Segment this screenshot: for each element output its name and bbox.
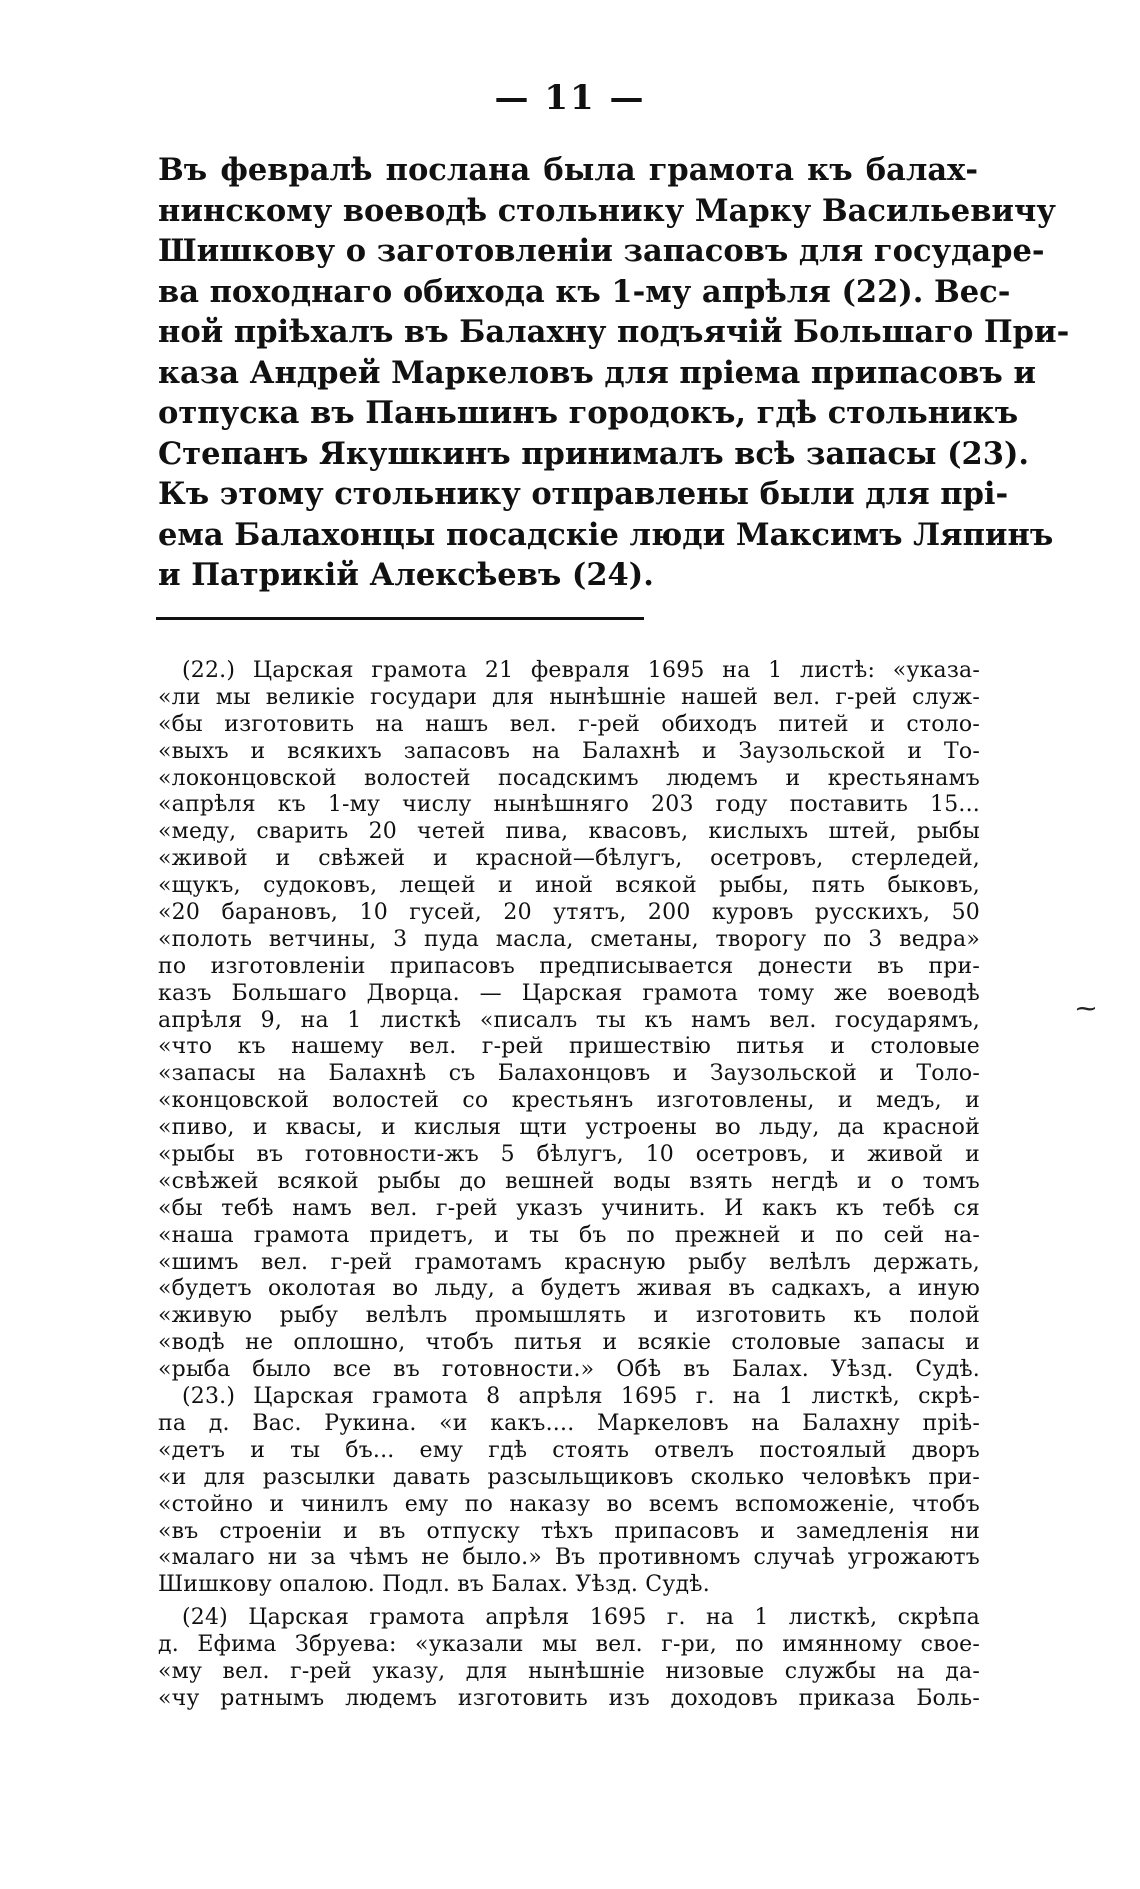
- footnote-line: «стойно и чинилъ ему по наказу во всемъ вспоможеніе, чтобъ: [158, 1491, 980, 1517]
- footnote-line: «пиво, и квасы, и кислыя щти устроены во льду, да красной: [158, 1115, 980, 1141]
- footnote-line: (23.) Царская грамота 8 апрѣля 1695 г. на 1 листкѣ, скрѣ-: [182, 1384, 980, 1410]
- footnote-line: «шимъ вел. г-рей грамотамъ красную рыбу велѣлъ держать,: [158, 1249, 980, 1275]
- main-text-line: ва походнаго обихода къ 1-му апрѣля (22). Вес-: [158, 273, 1011, 310]
- main-text-line: отпуска въ Паньшинъ городокъ, гдѣ стольникъ: [158, 395, 1019, 431]
- margin-tick-mark: ⁓: [1076, 996, 1096, 1020]
- footnote-line: «бы изготовить на нашъ вел. г-рей обиходъ питей и столо-: [158, 711, 980, 737]
- footnote-line: «малаго ни за чѣмъ не было.» Въ противномъ случаѣ угрожаютъ: [158, 1545, 980, 1571]
- footnote-line: «детъ и ты бъ... ему гдѣ стоять отвелъ постоялый дворъ: [158, 1437, 980, 1463]
- footnote-23: [158, 1384, 980, 1599]
- footnote-line: «локонцовской волостей посадскимъ людемъ и крестьянамъ: [158, 765, 980, 791]
- footnote-line: «и для разсылки давать разсыльщиковъ сколько человѣкъ при-: [158, 1464, 980, 1490]
- footnote-line: Шишкову опалою. Подл. въ Балах. Уѣзд. Судѣ.: [158, 1572, 710, 1598]
- footnote-line: «свѣжей всякой рыбы до вешней воды взять негдѣ и о томъ: [158, 1168, 980, 1194]
- footnote-22: [158, 658, 980, 1384]
- footnote-line: «въ строеніи и въ отпуску тѣхъ припасовъ и замедленія ни: [158, 1518, 980, 1544]
- footnote-line: «20 барановъ, 10 гусей, 20 утятъ, 200 куровъ русскихъ, 50: [158, 900, 980, 926]
- footnote-line: «рыба было все въ готовности.» Обѣ въ Балах. Уѣзд. Судѣ.: [158, 1357, 980, 1383]
- footnote-line: «апрѣля къ 1-му числу нынѣшняго 203 году поставить 15...: [158, 792, 980, 818]
- footnote-line: «рыбы въ готовности-жъ 5 бѣлугъ, 10 осетровъ, и живой и: [158, 1142, 980, 1168]
- footnote-line: казъ Большаго Дворца. — Царская грамота тому же воеводѣ: [158, 980, 980, 1006]
- footnote-line: «что къ нашему вел. г-рей пришествію питья и столовые: [158, 1034, 980, 1060]
- footnote-line: «живой и свѣжей и красной—бѣлугъ, осетровъ, стерледей,: [158, 846, 980, 872]
- main-text-line: Степанъ Якушкинъ принималъ всѣ запасы (23).: [158, 435, 1030, 472]
- footnote-line: апрѣля 9, на 1 листкѣ «писалъ ты къ намъ вел. государямъ,: [158, 1007, 980, 1033]
- footnote-line: (24) Царская грамота апрѣля 1695 г. на 1 листкѣ, скрѣпа: [182, 1605, 980, 1631]
- footnote-line: (22.) Царская грамота 21 февраля 1695 на 1 листѣ: «указа-: [182, 658, 980, 683]
- footnote-line: «запасы на Балахнѣ съ Балахонцовъ и Заузольской и Толо-: [158, 1061, 980, 1087]
- footnote-line: «живую рыбу велѣлъ промышлять и изготовить къ полой: [158, 1303, 980, 1329]
- main-text-line: ема Балахонцы посадскіе люди Максимъ Ляпинъ: [158, 516, 1054, 553]
- page-number: — 11 —: [494, 78, 646, 118]
- main-text-line: Въ февралѣ послана была грамота къ балах-: [158, 152, 978, 188]
- footnote-line: «чу ратнымъ людемъ изготовить изъ доходовъ приказа Боль-: [158, 1685, 980, 1711]
- footnote-line: по изготовленіи припасовъ предписывается донести въ при-: [158, 953, 980, 979]
- footnote-24: [158, 1605, 980, 1713]
- footnote-line: «выхъ и всякихъ запасовъ на Балахнѣ и Заузольской и То-: [158, 738, 980, 764]
- footnote-line: «концовской волостей со крестьянъ изготовлены, и медъ, и: [158, 1088, 980, 1114]
- main-text-line: Шишкову о заготовленіи запасовъ для государе-: [158, 233, 1045, 269]
- footnote-line: «меду, сварить 20 четей пива, квасовъ, кислыхъ штей, рыбы: [158, 819, 980, 845]
- main-paragraph: [158, 150, 1070, 596]
- footnote-line: «ли мы великіе государи для нынѣшніе нашей вел. г-рей служ-: [158, 684, 980, 710]
- footnotes: [158, 658, 980, 1713]
- footnote-separator: [156, 617, 644, 620]
- footnote-line: «бы тебѣ намъ вел. г-рей указъ учинить. И какъ къ тебѣ ся: [158, 1195, 980, 1221]
- footnote-line: «полоть ветчины, 3 пуда масла, сметаны, творогу по 3 ведра»: [158, 926, 980, 952]
- main-text-line: Къ этому стольнику отправлены были для прі-: [158, 476, 1009, 512]
- footnote-line: «наша грамота придетъ, и ты бъ по прежней и по сей на-: [158, 1222, 980, 1248]
- footnote-line: «щукъ, судоковъ, лещей и иной всякой рыбы, пять быковъ,: [158, 873, 980, 899]
- footnote-line: па д. Вас. Рукина. «и какъ.... Маркеловъ на Балахну пріѣ-: [158, 1410, 980, 1436]
- footnote-line: «водѣ не оплошно, чтобъ питья и всякіе столовые запасы и: [158, 1330, 980, 1356]
- main-text-line: каза Андрей Маркеловъ для пріема припасовъ и: [158, 354, 1037, 391]
- footnote-line: д. Ефима Збруева: «указали мы вел. г-ри, по имянному свое-: [158, 1632, 980, 1658]
- footnote-line: «му вел. г-рей указу, для нынѣшніе низовые службы на да-: [158, 1658, 980, 1684]
- footnote-line: «будетъ околотая во льду, а будетъ живая въ садкахъ, а иную: [158, 1276, 980, 1302]
- main-text-line: и Патрикій Алексѣевъ (24).: [158, 557, 654, 593]
- main-text-line: ной пріѣхалъ въ Балахну подъячій Большаго При-: [158, 314, 1070, 350]
- main-text-line: нинскому воеводѣ стольнику Марку Васильевичу: [158, 192, 1056, 229]
